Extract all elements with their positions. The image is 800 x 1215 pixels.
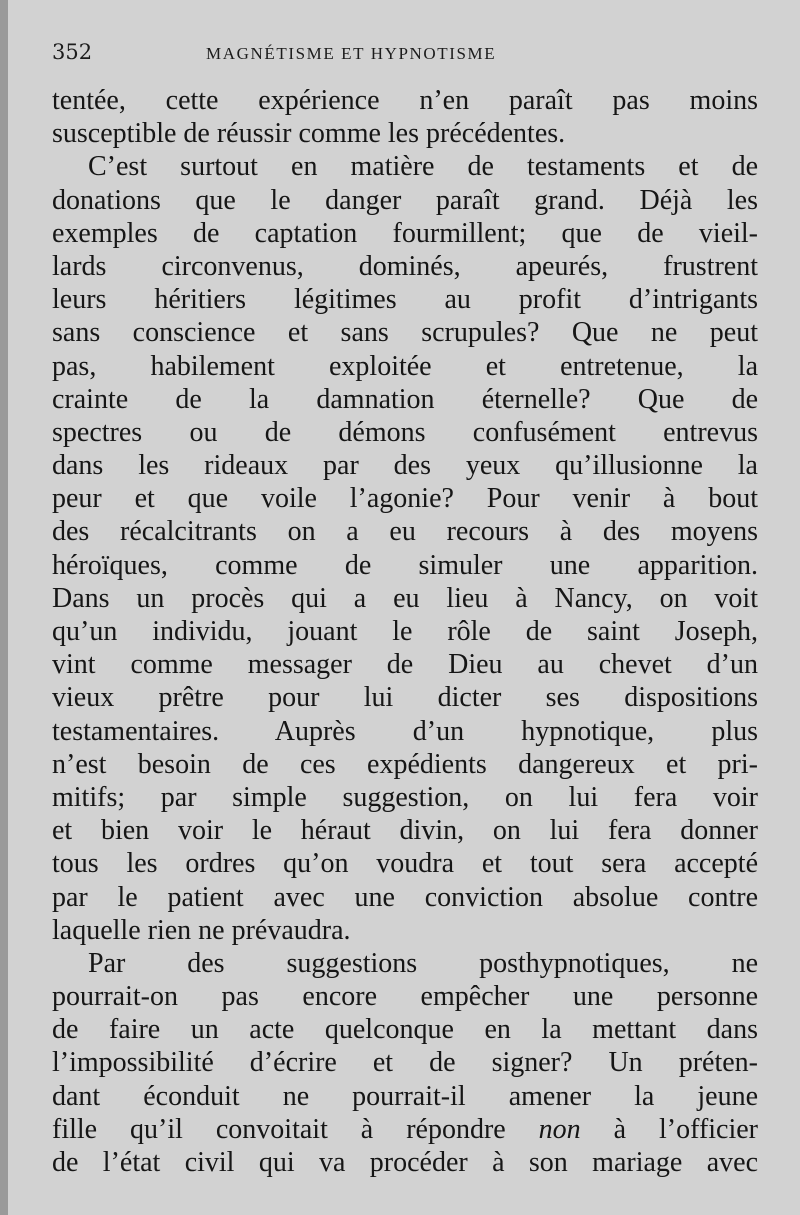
- text-line: qu’un individu, jouant le rôle de saint Joseph,: [52, 616, 758, 647]
- text-line: des récalcitrants on a eu recours à des moyens: [52, 516, 758, 548]
- text-line: susceptible de réussir comme les précédentes.: [52, 118, 566, 150]
- text-line: de faire un acte quelconque en la mettant dans: [52, 1014, 758, 1046]
- text-line: l’impossibilité d’écrire et de signer? Un préten-: [52, 1047, 758, 1079]
- text-segment: fille qu’il convoitait à répondre: [52, 1113, 506, 1145]
- text-line: et bien voir le héraut divin, on lui fera donner: [52, 815, 758, 847]
- text-line: leurs héritiers légitimes au profit d’intrigants: [52, 284, 758, 316]
- text-line: tous les ordres qu’on voudra et tout sera accepté: [52, 848, 758, 880]
- text-line: vieux prêtre pour lui dicter ses dispositions: [52, 682, 758, 714]
- body-text: [52, 84, 758, 1179]
- text-line: Par des suggestions posthypnotiques, ne: [88, 947, 758, 979]
- text-line: pas, habilement exploitée et entretenue, la: [52, 350, 758, 382]
- page-number: 352: [52, 40, 93, 64]
- text-segment: à l’officier: [613, 1113, 759, 1145]
- text-line: donations que le danger paraît grand. Déjà les: [52, 184, 758, 216]
- text-line: par le patient avec une conviction absolue contre: [52, 881, 758, 913]
- text-line: [52, 1113, 758, 1146]
- book-page: [8, 0, 800, 1215]
- text-line: vint comme messager de Dieu au chevet d’un: [52, 649, 758, 681]
- text-line: Dans un procès qui a eu lieu à Nancy, on voit: [52, 582, 758, 614]
- text-line: mitifs; par simple suggestion, on lui fera voir: [52, 781, 758, 813]
- text-line: n’est besoin de ces expédients dangereux et pri-: [52, 748, 758, 780]
- text-line: sans conscience et sans scrupules? Que ne peut: [52, 317, 758, 349]
- text-line: de l’état civil qui va procéder à son mariage avec: [52, 1147, 758, 1178]
- text-line: lards circonvenus, dominés, apeurés, frustrent: [52, 250, 758, 282]
- text-line: dans les rideaux par des yeux qu’illusionne la: [52, 450, 758, 482]
- text-line: C’est surtout en matière de testaments et de: [88, 151, 758, 183]
- text-line: laquelle rien ne prévaudra.: [52, 914, 351, 946]
- text-line: dant éconduit ne pourrait-il amener la jeune: [52, 1080, 758, 1112]
- running-title: MAGNÉTISME ET HYPNOTISME: [206, 44, 497, 63]
- page-header: [8, 40, 800, 70]
- text-line: spectres ou de démons confusément entrevus: [52, 416, 758, 448]
- text-line: testamentaires. Auprès d’un hypnotique, plus: [52, 715, 758, 747]
- text-line: exemples de captation fourmillent; que de vieil-: [52, 217, 758, 249]
- text-line: peur et que voile l’agonie? Pour venir à bout: [52, 483, 758, 515]
- text-line: pourrait-on pas encore empêcher une personne: [52, 981, 758, 1013]
- text-line: héroïques, comme de simuler une apparition.: [52, 549, 758, 581]
- text-line: crainte de la damnation éternelle? Que de: [52, 383, 758, 415]
- text-line: tentée, cette expérience n’en paraît pas moins: [52, 85, 758, 116]
- italic-word: non: [538, 1113, 581, 1145]
